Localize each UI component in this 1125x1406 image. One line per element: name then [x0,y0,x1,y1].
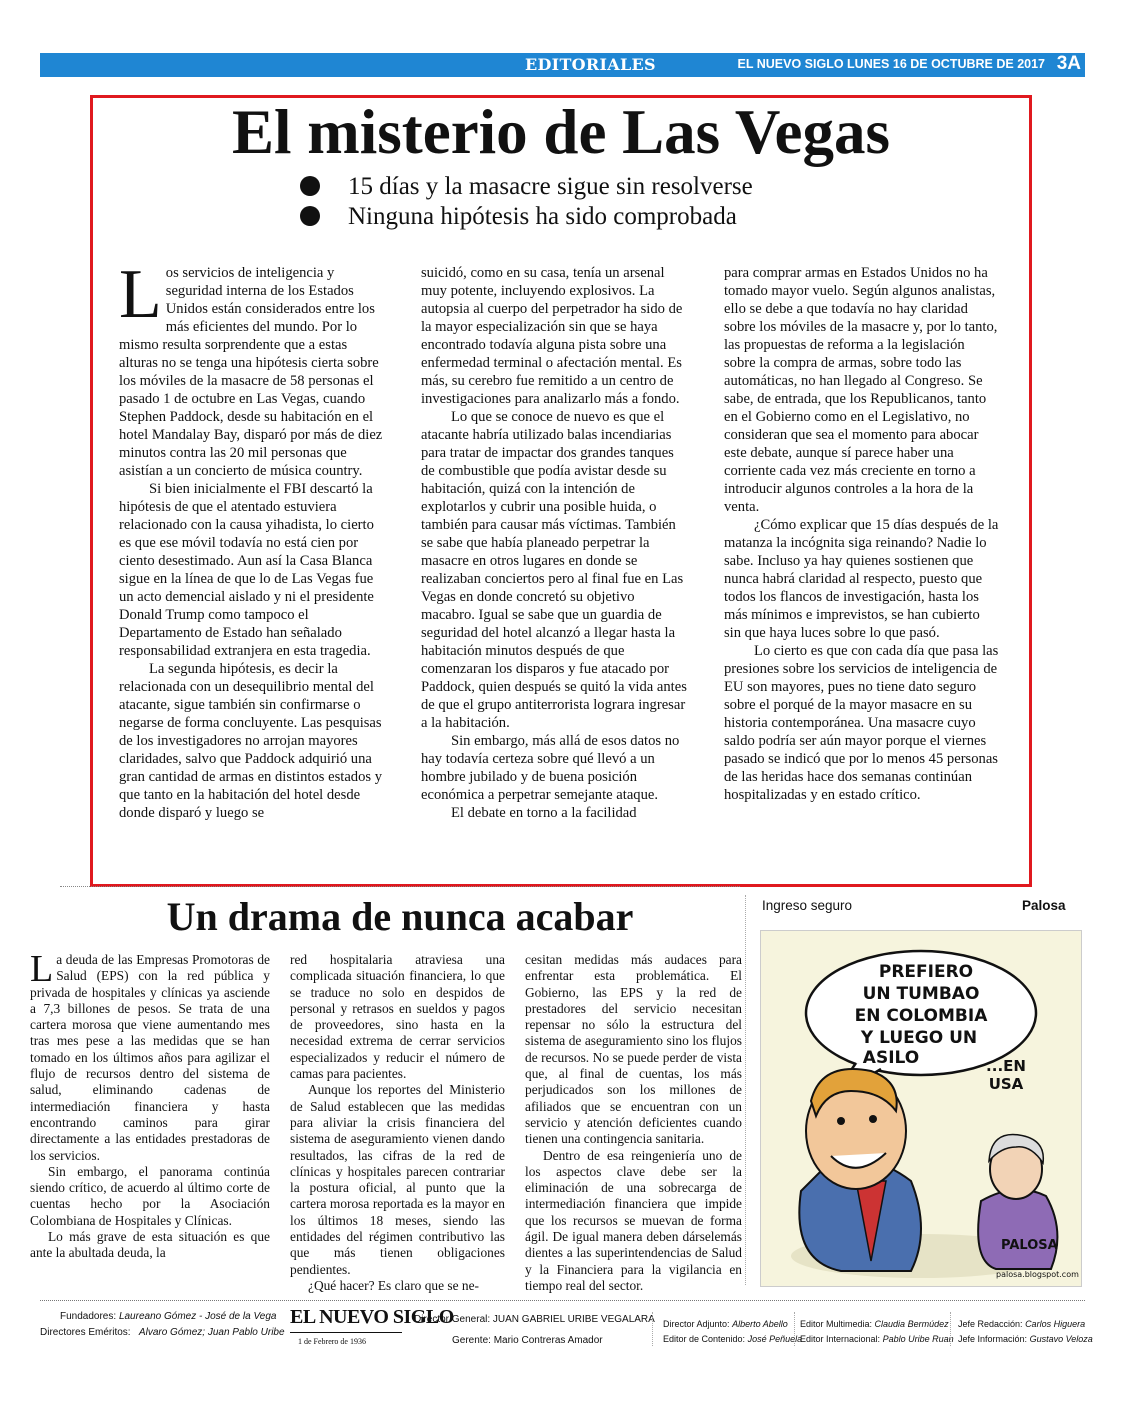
section-header-bar [40,53,1085,77]
footer-staff: Jefe Redacción: Carlos Higuera [958,1319,1086,1329]
paragraph: El debate en torno a la facilidad [451,805,637,821]
aside-text: ...EN [986,1057,1026,1075]
director-general: Director General: JUAN GABRIEL URIBE VEGALARA [414,1314,655,1325]
summary-bullet: Ninguna hipótesis ha sido comprobada [300,202,737,232]
bullet-dot-icon [300,206,320,226]
drop-cap: L [119,256,162,333]
footer-staff: Director Adjunto: Alberto Abello [663,1319,788,1329]
paragraph: cesitan medidas más audaces para enfrentar esta problemática. El Gobierno, las EPS y la red de prestadores del servicio necesitan repensar no sólo la estructura del sistema de aseguramiento sino los flujos de recursos. No se puede perder de vista que, al final de cuentas, los más perjudicados son los millones de afiliados que se encuentran con un servicio y atención deficientes cuando tienen una contingencia sanitaria. [525,952,742,1147]
editorial-title: El misterio de Las Vegas [231,97,891,167]
section-name: EDITORIALES [525,55,656,74]
paragraph: La segunda hipótesis, es decir la relacionada con un desequilibrio mental del atacante, sigue también sin confirmarse o negarse de forma concluyente. Las pesquisas de los investigadores no arrojan mayores claridades, salvo que Paddock adquirió una gran cantidad de armas en distintos estados y que tanto en la habitación del hotel desde donde disparó y luego se [119,661,383,821]
footer-staff: Editor Internacional: Pablo Uribe Ruan [800,1334,954,1344]
man-eye [837,1117,845,1125]
man-eye [869,1115,877,1123]
woman-dress [978,1190,1057,1269]
bubble-line: ASILO [862,1048,920,1068]
paragraph: Sin embargo, el panorama continúa siendo crítico, de acuerdo al último corte de cuentas hecho por la Asociación Colombiana de Hospitales y Clínicas. [30,1163,270,1228]
bubble-line: UN TUMBAO [862,984,980,1004]
paragraph: para comprar armas en Estados Unidos no ha tomado mayor vuelo. Según algunos analistas, ello se debe a que todavía no hay claridad sobre los móviles de la masacre y, por lo tanto, las propuestas de reforma a la legislación sobre la compra de armas, sobre todo las automáticas, no han llegado al Congreso. Se sabe, de entrada, que los Republicanos, tanto en el Gobierno como en el Legislativo, no consideran que sea el momento para abocar este debate, aunque sí parece haber una corriente cada vez más creciente en torno a introducir algunos controles a la hora de la venta. [724,265,998,515]
cartoon-signature: PALOSA [1001,1238,1058,1253]
article2-column-2 [290,952,505,1294]
footer-founders: Fundadores: Laureano Gómez - José de la Vega [60,1311,277,1322]
paragraph: Sin embargo, más allá de esos datos no hay todavía certeza sobre qué llevó a un hombre jubilado y de buena posición económica a perpetrar semejante ataque. [421,733,680,803]
founding-date: 1 de Febrero de 1936 [298,1337,366,1346]
footer-vdivider [794,1312,795,1346]
footer-staff: Editor Multimedia: Claudia Bermúdez [800,1319,949,1329]
footer-vdivider [950,1312,951,1346]
paragraph: Lo más grave de esta situación es que ante la abultada deuda, la [30,1229,270,1261]
divider [60,886,740,887]
cartoon-url: palosa.blogspot.com [996,1270,1079,1279]
bubble-line: Y LUEGO UN [860,1028,978,1048]
cartoon-title: Ingreso seguro [762,898,853,913]
footer-staff: Jefe Información: Gustavo Veloza [958,1334,1093,1344]
article-column-2 [421,264,689,822]
editorial-title-2: Un drama de nunca acabar [166,894,634,939]
logo-underline [290,1332,402,1333]
paragraph: Dentro de esa reingeniería uno de los aspectos clave debe ser la eliminación de una sobrecarga de intermediación financiera que impide que los recursos se muevan de forma ágil. De igual manera deben dárselemás dientes a las superintendencias de Salud y la Financiera para la vigilancia en tiempo real del sector. [525,1147,742,1293]
paragraph: La deuda de las Empresas Promotoras de Salud (EPS) con la red pública y privada de hospitales y clínicas ya asciende a 7,3 billones de pesos. Se trata de una cartera morosa que viene aumentando mes tras mes pese a las medidas que se han tomado en los últimos años para agilizar el flujo de recursos dentro del sistema de salud, eliminando cadenas de intermediación financiera y hasta encontrando caminos para girar directamente a las entidades prestadoras de los servicios. [30,948,270,1163]
paragraph: suicidó, como en su casa, tenía un arsenal muy potente, incluyendo explosivos. La autopsia al cuerpo del perpetrador ha sido de la mayor especialización sin que se haya encontrado todavía alguna pista sobre una enfermedad terminal o afectación mental. Es más, su cerebro fue remitido a un centro de investigaciones para analizarlo más a fondo. [421,265,683,407]
paragraph: ¿Cómo explicar que 15 días después de la matanza la incógnita siga reinando? Nadie lo sabe. Incluso ya hay quienes sostienen que nunca habrá claridad al respecto, puesto que todos los flancos de investigación, hasta los más mínimos e imprevistos, se han cubierto sin que haya luces sobre lo que pasó. [724,517,999,641]
paragraph: Si bien inicialmente el FBI descartó la hipótesis de que el atentado estuviera relacionado con la causa yihadista, lo cierto es que ese móvil todavía no está cien por ciento desestimado. Aun así la Casa Blanca sigue en la línea de que lo de Las Vegas fue un acto demencial aislado y ni el presidente Donald Trump como tampoco el Departamento de Estado han señalado responsabilidad extranjera en esta tragedia. [119,481,374,659]
paragraph: ¿Qué hacer? Es claro que se ne- [308,1277,480,1293]
paragraph: Lo cierto es que con cada día que pasa las presiones sobre los servicios de inteligencia de EU son mayores, pues no tiene dato seguro sobre el porqué de la mayor masacre en su historia contemporánea. Una masacre cuyo saldo podría ser aún mayor porque el viernes pasado se indicó que por lo menos 45 personas de las heridas hace dos semanas continúan hospitalizadas y en estado crítico. [724,643,999,803]
bubble-line: EN COLOMBIA [854,1006,988,1026]
paragraph: Aunque los reportes del Ministerio de Salud establecen que las medidas para aliviar la crisis financiera del sistema de aseguramiento vienen dando resultados, las cifras de la red de clínicas y hospitales parecen contrariar la postura oficial, al punto que la cartera morosa reportada es la mayor en los últimos 18 meses, siendo las entidades del régimen contributivo las que más tienen obligaciones pendientes. [290,1082,505,1277]
editorial-cartoon [760,930,1082,1287]
paragraph: Lo que se conoce de nuevo es que el atacante habría utilizado balas incendiarias para tratar de impactar dos grandes tanques de combustible que podía avistar desde su habitación, quizá con la intención de explotarlos y cubrir una posible huida, o también para causar más víctimas. También se sabe que había planeado perpetrar la masacre en otros lugares en donde se realizaban conciertos pero al final fue en Las Vegas en donde concretó su objetivo macabro. Igual se sabe que un guardia de seguridad del hotel alcanzó a llegar hasta la habitación minutos después de que comenzaran los disparos y fue atacado por Paddock, quien después se quitó la vida antes de que el grupo antiterrorista lograra ingresar a la habitación. [421,409,687,731]
bubble-line: PREFIERO [878,962,974,982]
drop-cap: L [30,948,54,990]
footer-divider [40,1300,1085,1301]
cartoon-drawing [761,931,1081,1286]
newspaper-logo: EL NUEVO SIGLO [290,1306,454,1328]
bullet-dot-icon [300,176,320,196]
paragraph: Los servicios de inteligencia y seguridad interna de los Estados Unidos están considerados entre los más eficientes del mundo. Por lo mismo resulta sorprendente que a estas alturas no se tenga una hipótesis cierta sobre los móviles de la masacre de 58 personas el pasado 1 de octubre en Las Vegas, cuando Stephen Paddock, desde su habitación en el hotel Mandalay Bay, disparó por más de diez minutos contra las 20 mil personas que asistían a un concierto de música country. [119,256,383,479]
article2-column-1 [30,948,270,1262]
footer-staff: Editor de Contenido: José Peñuela [663,1334,803,1344]
summary-bullet: 15 días y la masacre sigue sin resolverse [300,172,753,202]
divider [745,895,746,1285]
publication-date: EL NUEVO SIGLO LUNES 16 DE OCTUBRE DE 2017 [737,57,1045,71]
footer-vdivider [652,1312,653,1346]
article2-column-3 [525,952,742,1294]
article-column-1 [119,256,384,822]
cartoon-author: Palosa [1022,898,1066,913]
footer-emeritus: Directores Eméritos: Alvaro Gómez; Juan Pablo Uribe [40,1327,285,1338]
aside-text: USA [988,1075,1024,1093]
paragraph: red hospitalaria atraviesa una complicada situación financiera, lo que se traduce no solo en despidos de personal y retrasos en sueldos y pagos de proveedores, sino hasta en la necesidad extrema de cerrar servicios especializados y reducir el número de camas para pacientes. [290,952,505,1082]
page-number: 3A [1056,53,1081,74]
gerente: Gerente: Mario Contreras Amador [452,1335,603,1346]
article-column-3 [724,264,999,804]
